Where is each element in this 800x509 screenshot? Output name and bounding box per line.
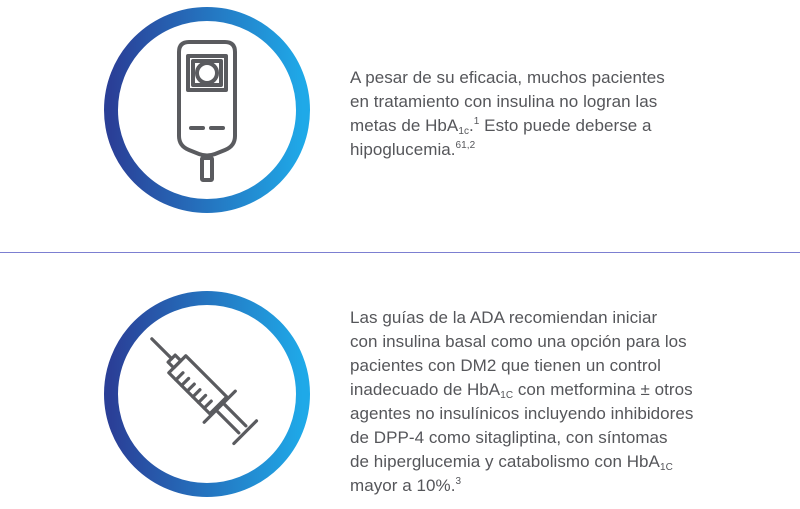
glucose-meter-ring	[101, 4, 313, 216]
paragraph-line: de hiperglucemia y catabolismo con HbA$_{1C}$	[350, 452, 673, 473]
paragraph-line: con insulina basal como una opción para los	[350, 332, 687, 351]
paragraph-line: A pesar de su eficacia, muchos pacientes	[350, 68, 665, 87]
glucose-meter-paragraph	[350, 66, 770, 162]
paragraph-line: metas de HbA$_{1c}$.$^1$ Esto puede deberse a	[350, 116, 652, 137]
section-glucose-meter	[0, 0, 800, 253]
paragraph-line: de DPP-4 como sitagliptina, con síntomas	[350, 428, 668, 447]
paragraph-line: Las guías de la ADA recomiendan iniciar	[350, 308, 658, 327]
paragraph-line: hipoglucemia.$^{61,2}$	[350, 140, 476, 159]
syringe-ring	[101, 288, 313, 500]
paragraph-line: en tratamiento con insulina no logran las	[350, 92, 658, 111]
section-syringe	[0, 254, 800, 509]
paragraph-line: inadecuado de HbA$_{1C}$ con metformina ± otros	[350, 380, 693, 401]
paragraph-line: pacientes con DM2 que tienen un control	[350, 356, 661, 375]
paragraph-line: agentes no insulínicos incluyendo inhibidores	[350, 404, 694, 423]
syringe-paragraph	[350, 306, 780, 498]
paragraph-line: mayor a 10%.$^3$	[350, 476, 462, 495]
section-divider	[0, 252, 800, 253]
syringe-icon	[136, 323, 260, 447]
glucose-meter-icon	[179, 42, 235, 180]
